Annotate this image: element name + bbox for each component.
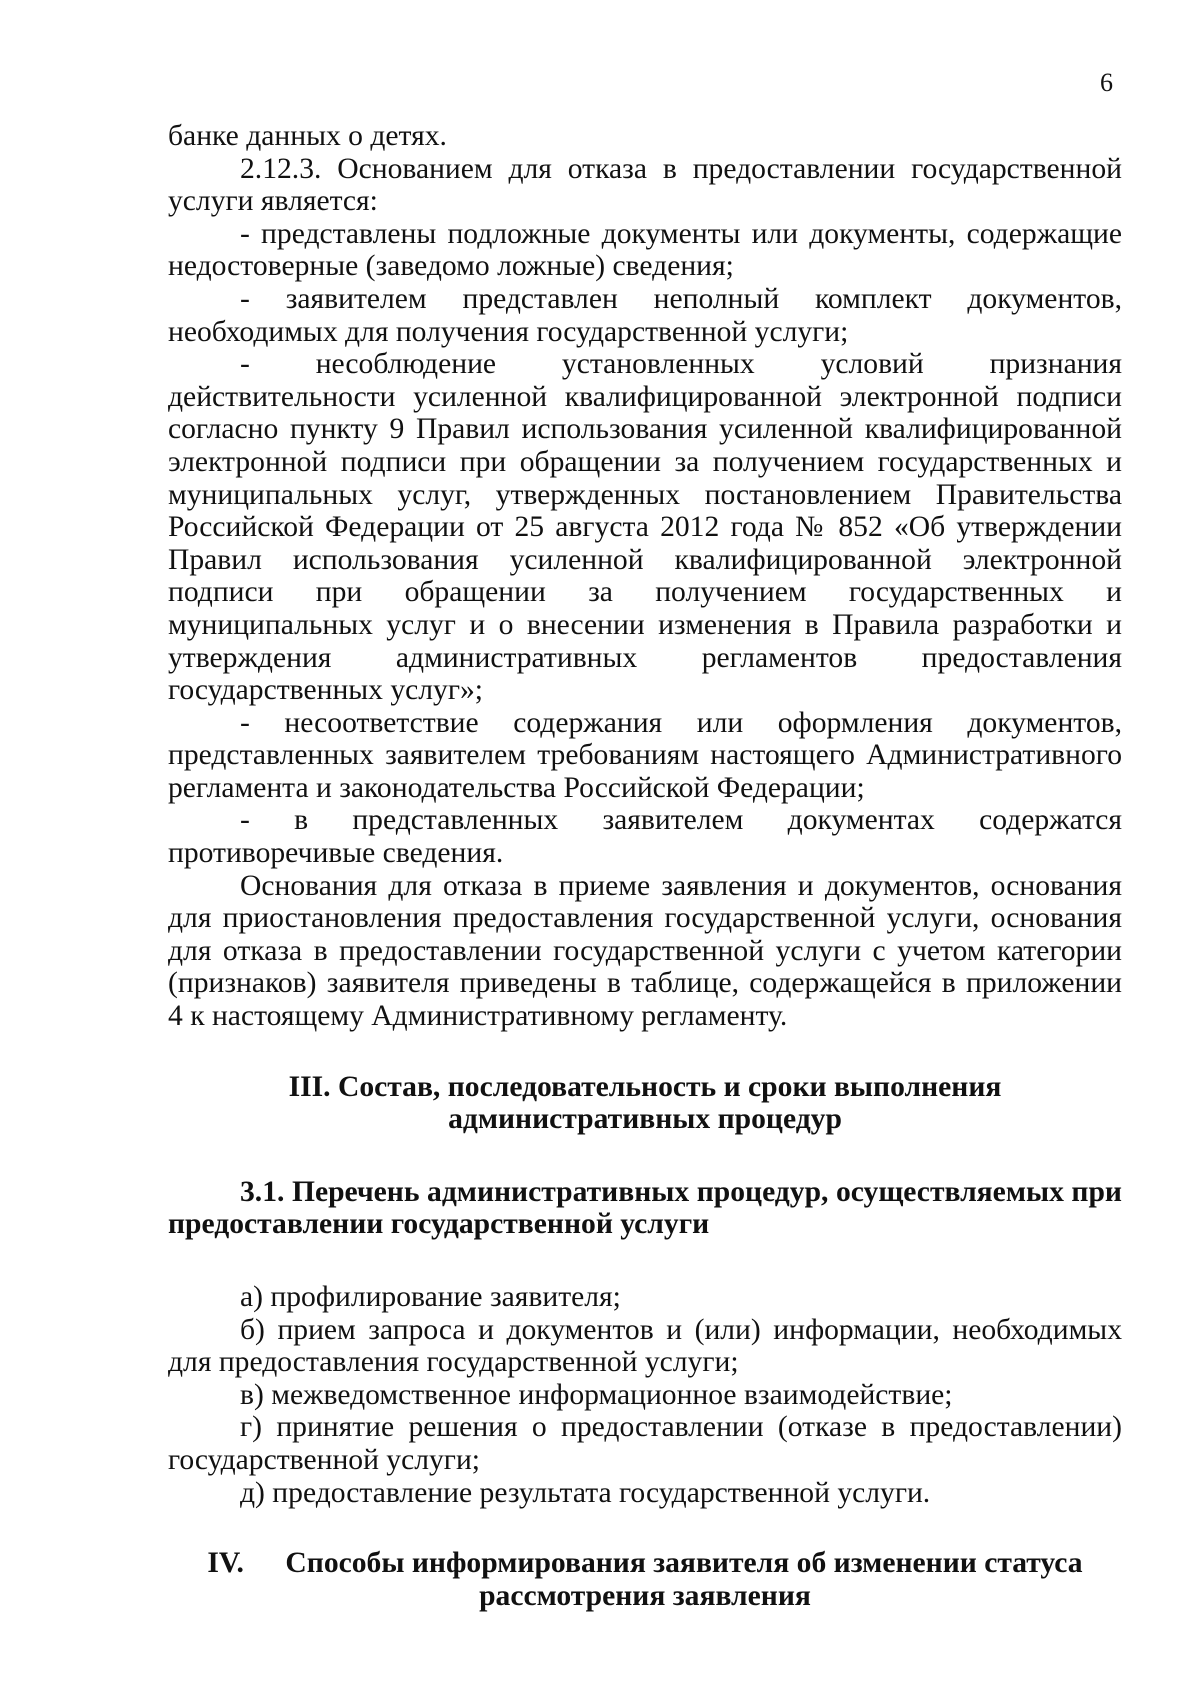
paragraph-continuation: банке данных о детях.	[168, 120, 447, 152]
list-item: а) профилирование заявителя;	[240, 1281, 621, 1313]
page-number: 6	[1100, 68, 1113, 97]
procedure-list	[168, 1281, 1122, 1509]
refusal-ground-nonconformity: - несоответствие содержания или оформления документов, представленных заявителем требованиям настоящего Административного регламента и законодательства Российской Федерации;	[168, 706, 1122, 804]
list-item: б) прием запроса и документов и (или) информации, необходимых для предоставления государственной услуги;	[168, 1313, 1122, 1379]
list-item: г) принятие решения о предоставлении (отказе в предоставлении) государственной услуги;	[168, 1411, 1122, 1476]
refusal-ground-signature: - несоблюдение установленных условий признания действительности усиленной квалифицированной электронной подписи согласно пункту 9 Правил использования усиленной квалифицированной электронной подписи при обращении за получением государственных и муниципальных услуг, утвержденных постановлением Правительства Российской Федерации от 25 августа 2012 года № 852 «Об утверждении Правил использования усиленной квалифицированной электронной подписи при обращении за получением государственных и муниципальных услуг и о внесении изменения в Правила разработки и утверждения административных регламентов предоставления государственных услуг»;	[168, 348, 1122, 707]
section-4-title-text: Способы информирования заявителя об изменении статуса	[285, 1547, 1083, 1580]
section-3-heading	[168, 1071, 1122, 1136]
document-content	[168, 120, 1122, 1612]
paragraph-2-12-3: 2.12.3. Основанием для отказа в предоставлении государственной услуги является:	[168, 152, 1122, 218]
section-4-title-line-1	[168, 1547, 1122, 1580]
paragraph-refusal-summary: Основания для отказа в приеме заявления и документов, основания для приостановления предоставления государственной услуги, основания для отказа в предоставлении государственной услуги с учетом категории (признаков) заявителя приведены в таблице, содержащейся в приложении 4 к настоящему Административному регламенту.	[168, 869, 1122, 1033]
section-4-title-line-2: рассмотрения заявления	[479, 1579, 811, 1612]
section-4-heading	[168, 1547, 1122, 1612]
refusal-ground-incomplete-set: - заявителем представлен неполный комплект документов, необходимых для получения государственной услуги;	[168, 282, 1122, 348]
list-item: д) предоставление результата государственной услуги.	[240, 1476, 931, 1509]
refusal-ground-forged-documents: - представлены подложные документы или документы, содержащие недостоверные (заведомо ложные) сведения;	[168, 217, 1122, 283]
subsection-3-1-heading: 3.1. Перечень административных процедур, осуществляемых при предоставлении государственной услуги	[168, 1175, 1122, 1241]
section-3-title-line-2: административных процедур	[448, 1103, 842, 1136]
refusal-ground-contradictions: - в представленных заявителем документах содержатся противоречивые сведения.	[168, 804, 1122, 870]
list-item: в) межведомственное информационное взаимодействие;	[240, 1378, 953, 1411]
section-4-number: IV.	[207, 1547, 244, 1580]
section-3-title-line-1: III. Состав, последовательность и сроки выполнения	[288, 1070, 1002, 1103]
